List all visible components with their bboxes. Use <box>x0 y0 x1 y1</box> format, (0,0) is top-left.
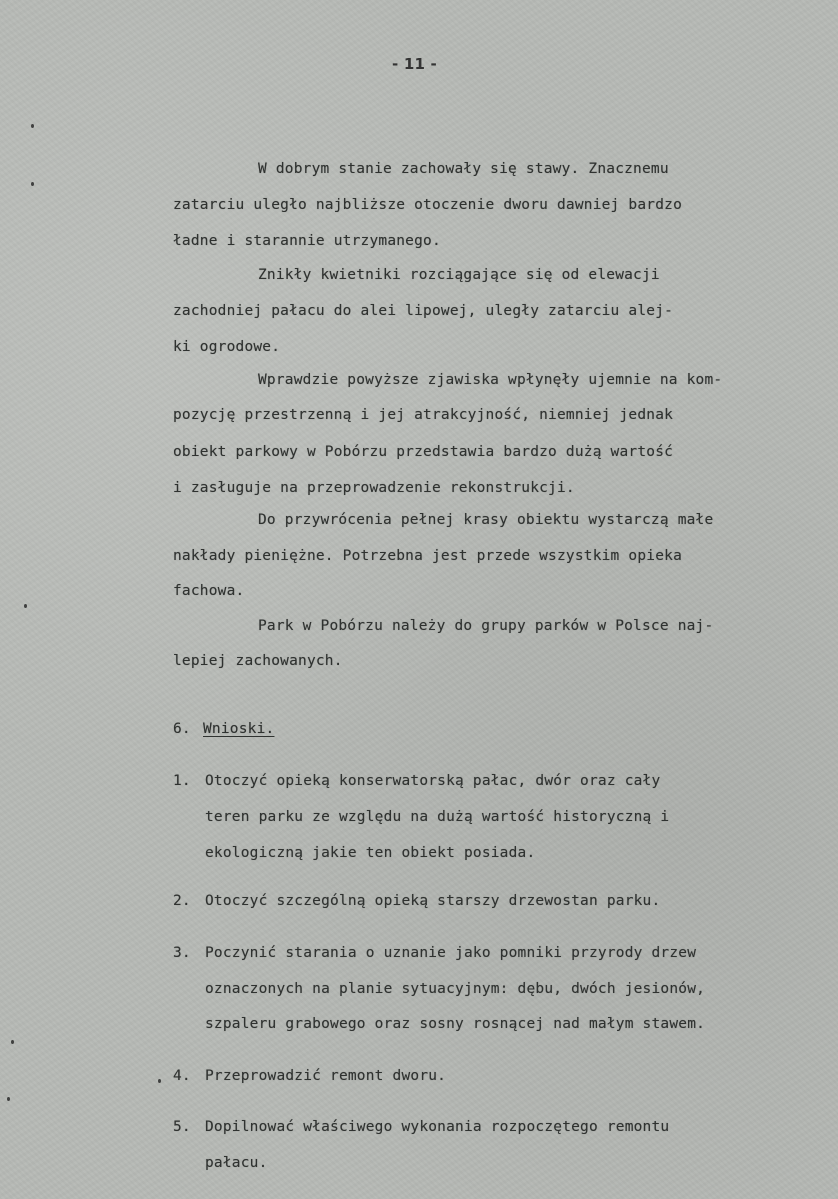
conclusion-3-number: 3. <box>173 945 191 961</box>
paragraph-3-line-1: Wprawdzie powyższe zjawiska wpłynęły ujemnie na kom- <box>258 372 723 388</box>
conclusion-1-number: 1. <box>173 773 191 789</box>
conclusion-1-line-3: ekologiczną jakie ten obiekt posiada. <box>205 845 536 861</box>
paragraph-5-line-2: lepiej zachowanych. <box>173 653 343 669</box>
section-number: 6. <box>173 721 191 737</box>
scan-speck <box>31 182 34 186</box>
scan-speck <box>31 124 34 128</box>
conclusion-4-line-1: Przeprowadzić remont dworu. <box>205 1068 447 1084</box>
conclusion-2-number: 2. <box>173 893 191 909</box>
paragraph-3-line-2: pozycję przestrzenną i jej atrakcyjność, niemniej jednak <box>173 407 674 423</box>
conclusion-4-number: 4. <box>173 1068 191 1084</box>
paragraph-3-line-3: obiekt parkowy w Pobórzu przedstawia bardzo dużą wartość <box>173 444 674 460</box>
paragraph-2-line-2: zachodniej pałacu do alei lipowej, uległy zatarciu alej- <box>173 303 674 319</box>
paragraph-2-line-1: Znikły kwietniki rozciągające się od elewacji <box>258 267 660 283</box>
conclusion-3-line-1: Poczynić starania o uznanie jako pomniki przyrody drzew <box>205 945 697 961</box>
conclusion-3-line-3: szpaleru grabowego oraz sosny rosnącej nad małym stawem. <box>205 1016 706 1032</box>
conclusion-2-line-1: Otoczyć szczególną opieką starszy drzewostan parku. <box>205 893 661 909</box>
paragraph-1-line-3: ładne i starannie utrzymanego. <box>173 233 441 249</box>
scan-speck <box>7 1097 10 1101</box>
paragraph-3-line-4: i zasługuje na przeprowadzenie rekonstrukcji. <box>173 480 575 496</box>
paragraph-5-line-1: Park w Pobórzu należy do grupy parków w Polsce naj- <box>258 618 714 634</box>
conclusion-1-line-2: teren parku ze względu na dużą wartość historyczną i <box>205 809 670 825</box>
conclusion-5-line-1: Dopilnować właściwego wykonania rozpoczętego remontu <box>205 1119 670 1135</box>
conclusion-1-line-1: Otoczyć opieką konserwatorską pałac, dwór oraz cały <box>205 773 661 789</box>
paragraph-4-line-3: fachowa. <box>173 583 245 599</box>
conclusion-5-number: 5. <box>173 1119 191 1135</box>
section-title: Wnioski. <box>203 721 275 737</box>
paragraph-1-line-2: zatarciu uległo najbliższe otoczenie dworu dawniej bardzo <box>173 197 682 213</box>
scan-speck <box>11 1040 14 1044</box>
paragraph-4-line-2: nakłady pieniężne. Potrzebna jest przede wszystkim opieka <box>173 548 682 564</box>
page-number: - 11 - <box>392 55 437 73</box>
conclusion-3-line-2: oznaczonych na planie sytuacyjnym: dębu, dwóch jesionów, <box>205 981 706 997</box>
paragraph-1-line-1: W dobrym stanie zachowały się stawy. Znacznemu <box>258 161 669 177</box>
conclusion-5-line-2: pałacu. <box>205 1155 268 1171</box>
paragraph-4-line-1: Do przywrócenia pełnej krasy obiektu wystarczą małe <box>258 512 714 528</box>
scan-speck <box>24 604 27 608</box>
scan-speck <box>158 1079 161 1083</box>
paragraph-2-line-3: ki ogrodowe. <box>173 339 281 355</box>
